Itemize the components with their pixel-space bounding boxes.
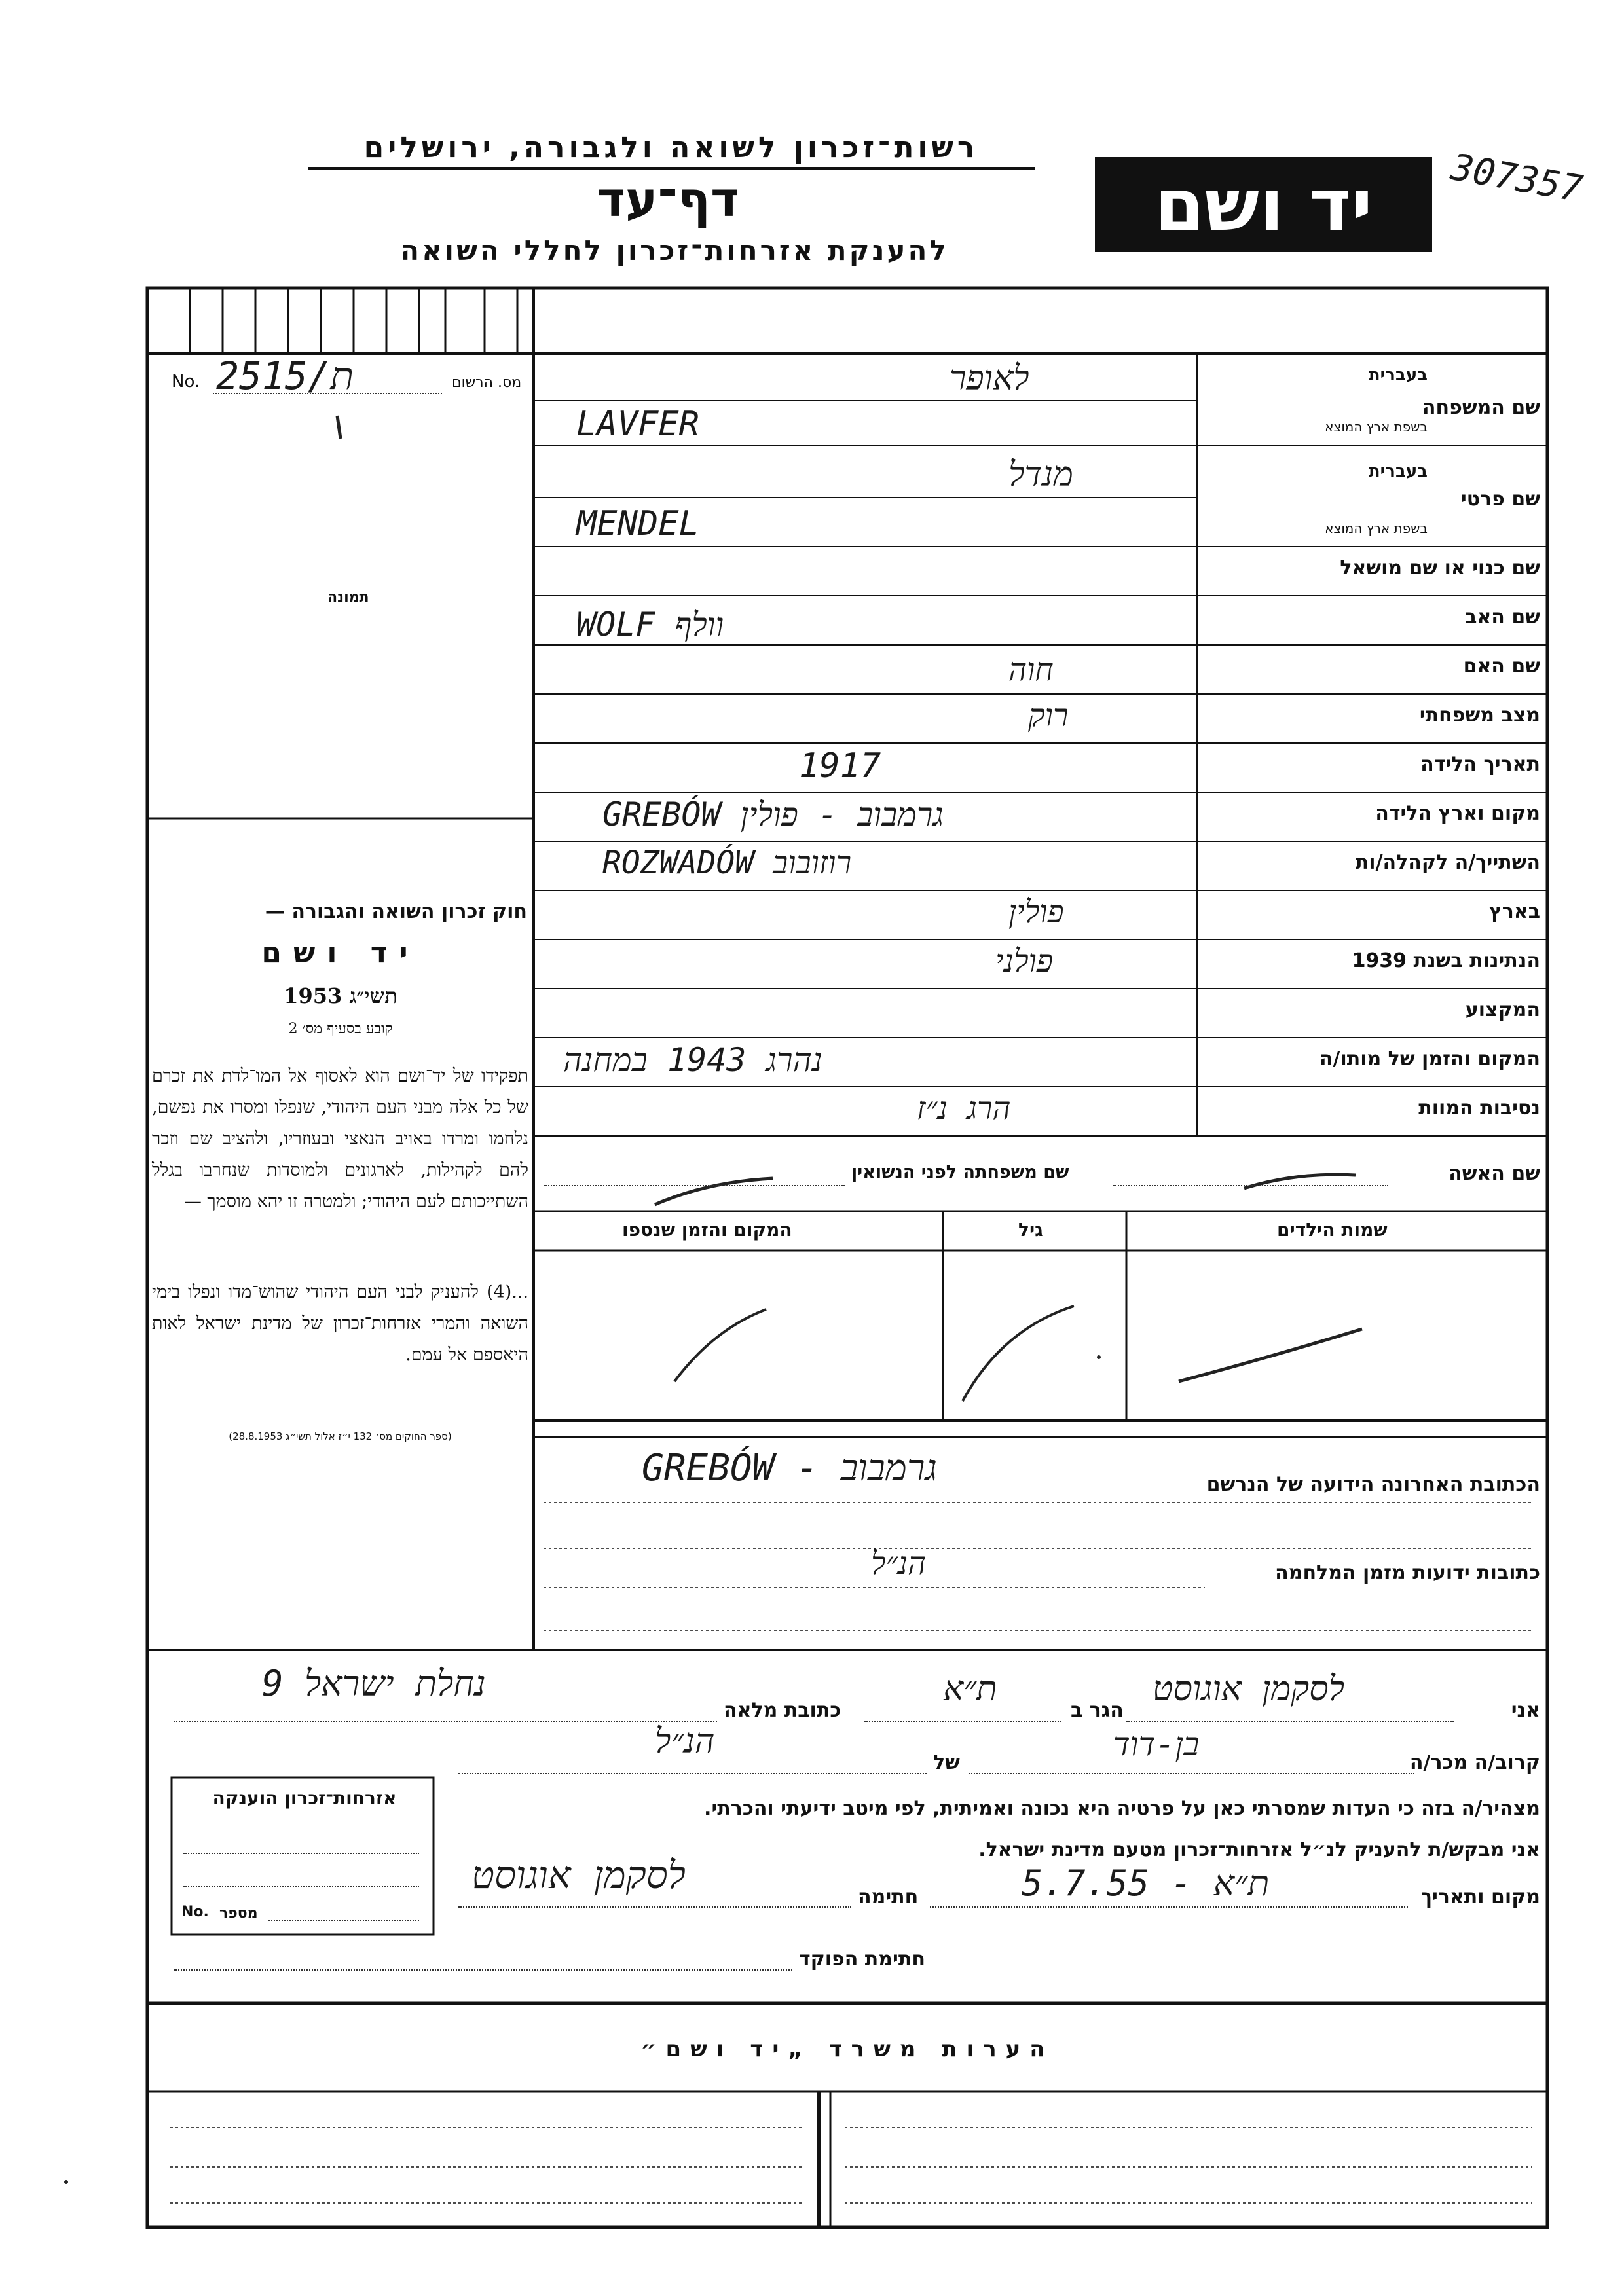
yad-vashem-logo: יד ושם	[1095, 157, 1432, 252]
declarant-city-line	[864, 1721, 1061, 1722]
family-name-hebrew-value: לאופר	[950, 359, 1029, 398]
registration-number-value: ת/2515	[216, 354, 354, 398]
field-label-citizenship-1939: הנתינות בשנת 1939	[1352, 949, 1540, 972]
field-label-profession: המקצוע	[1465, 998, 1540, 1021]
children-dot-mark	[1097, 1355, 1101, 1359]
relation-value: בן-דוד	[1113, 1725, 1200, 1763]
wife-maiden-name-label: שם משפחתה לפני הנשואין	[851, 1162, 1069, 1182]
first-name-local-value: MENDEL	[576, 504, 699, 543]
field-label-father-name: שם האב	[1465, 606, 1540, 629]
birth-place-value: GREBÓW גרמבוב - פולין	[602, 795, 944, 833]
father-name-value: WOLF וולף	[576, 606, 724, 644]
mother-name-value: חוה	[1008, 651, 1054, 688]
declarant-name-value: לסקמן אוגוסט	[1153, 1669, 1345, 1709]
registration-number-label: מס. הרשום	[452, 374, 522, 391]
relation-label: קרוב/ה מכר/ה	[1409, 1751, 1540, 1774]
signature-line	[458, 1906, 851, 1908]
field-label-birth-place: מקום וארץ הלידה	[1375, 802, 1540, 825]
family-name-local-value: LAVFER	[576, 405, 699, 444]
margin-dot	[64, 2180, 68, 2184]
declarant-resides-label: הגר ב	[1071, 1699, 1124, 1722]
last-address-value: GREBÓW - גרמבוב	[642, 1447, 937, 1489]
granted-box-line-1	[183, 1853, 419, 1854]
photo-label: תמונה	[327, 589, 369, 606]
field-sub-local-family: בשפת ארץ המוצא	[1325, 419, 1428, 435]
officer-signature-label: חתימת הפוקד	[799, 1948, 925, 1971]
handwritten-file-number: 307357	[1447, 145, 1586, 211]
wartime-address-label: כתובות ידועות מזמן המלחמה	[1275, 1561, 1540, 1584]
field-label-death-circumstances: נסיבות המוות	[1418, 1097, 1540, 1120]
field-label-death-place-time: המקום והזמן של מותו/ה	[1319, 1048, 1540, 1070]
granted-box-title: אזרחות־זכרון הוענקה	[212, 1787, 397, 1809]
wife-name-label: שם האשה	[1449, 1162, 1540, 1185]
law-name: יד ושם	[261, 936, 420, 970]
place-date-value: ת״א - 5.7.55	[1022, 1863, 1270, 1904]
registration-no-prefix: No.	[172, 372, 200, 392]
signature-label: חתימה	[858, 1886, 919, 1908]
granted-number-label: מספר	[219, 1905, 258, 1922]
law-text-paragraph-1: תפקידו של יד־ושם הוא לאסוף אל המו־לדת את זכרם של כל אלה מבני העם היהודי, שנפלו ומסרו את נפשם, נלחמו ומרדו באויב הנאצי ובעוזריו, ולהציב שם וזכר להם לקהילות, לארגונים ולמוסדות שנחרבו בגלל השתייכותם לעם היהודי; ולמטרה זו יהא מוסמך —	[152, 1066, 528, 1212]
of-value: הנ״ל	[655, 1722, 715, 1761]
form-title: דף־עד	[597, 172, 739, 228]
wife-maiden-line	[544, 1185, 845, 1186]
place-date-line	[930, 1906, 1408, 1908]
declarant-name-line	[1126, 1721, 1454, 1722]
law-text-paragraph-2: ...(4) להעניק לבני העם היהודי שהוש־מדו ונפלו בימי השואה והמרי אזרחות־זכרון של מדינת ישראל לאות היאספם אל עמם.	[152, 1282, 528, 1365]
declarant-address-label: כתובת מלאה	[724, 1699, 841, 1722]
authority-title: רשות־זכרון לשואה ולגבורה, ירושלים	[308, 131, 1035, 170]
field-label-marital-status: מצב משפחתי	[1419, 704, 1540, 727]
field-label-community: השתייך/ה לקהלה/ות	[1355, 851, 1540, 874]
remarks-title: הערות משרד „יד ושם״	[640, 2036, 1054, 2062]
field-label-family-name: שם המשפחה	[1422, 396, 1540, 419]
field-label-country: בארץ	[1488, 900, 1540, 923]
law-year: תשי״ג 1953	[284, 983, 397, 1008]
place-date-label: מקום ותאריך	[1420, 1886, 1540, 1908]
community-value: ROZWADÓW רוזובוב	[602, 845, 852, 881]
children-place-header: המקום והזמן שנספו	[622, 1219, 792, 1241]
declarant-address-line	[174, 1721, 717, 1722]
declarant-city-value: ת״א	[943, 1669, 997, 1709]
of-line	[458, 1773, 927, 1774]
field-sub-hebrew-family: בעברית	[1368, 365, 1428, 385]
field-label-birth-date: תאריך הלידה	[1420, 753, 1540, 776]
declaration-request: אני מבקש/ת להעניק לנ״ל אזרחות־זכרון מטעם מדינת ישראל.	[978, 1838, 1540, 1861]
granted-box-line-2	[183, 1886, 419, 1887]
form-subtitle: להענקת אזרחות־זכרון לחללי השואה	[400, 234, 949, 266]
granted-number-prefix: No.	[181, 1904, 209, 1920]
death-place-time-value: נהרג 1943 במחנה	[563, 1041, 823, 1079]
declarant-i-label: אני	[1511, 1699, 1540, 1722]
field-label-nickname: שם כנוי או שם מושאל	[1340, 556, 1540, 579]
law-reference: קובע בסעיף מס׳ 2	[288, 1021, 393, 1037]
last-address-label: הכתובת האחרונה הידועה של הנרשם	[1206, 1473, 1540, 1496]
first-name-hebrew-value: מנדל	[1008, 455, 1073, 494]
field-label-mother-name: שם האם	[1463, 655, 1540, 678]
signature-value: לסקמן אוגוסט	[471, 1853, 686, 1897]
children-age-header: גיל	[1018, 1219, 1043, 1241]
law-citation: (ספר החוקים מס׳ 132 י״ז אלול תשי״ג 28.8.1953)	[229, 1430, 452, 1442]
officer-signature-line	[174, 1969, 792, 1971]
law-title: חוק זכרון השואה והגבורה —	[265, 900, 527, 923]
children-names-header: שמות הילדים	[1277, 1219, 1388, 1241]
field-label-first-name: שם פרטי	[1460, 488, 1540, 511]
field-sub-hebrew-first: בעברית	[1368, 462, 1428, 481]
citizenship-1939-value: פולני	[995, 943, 1054, 979]
declarant-address-value: נחלת ישראל 9	[262, 1663, 486, 1704]
relation-line	[969, 1773, 1414, 1774]
marital-status-value: רוק	[1028, 697, 1069, 734]
country-value: פולין	[1008, 894, 1064, 930]
wartime-address-value: הנ״ל	[871, 1545, 927, 1582]
of-label: של	[933, 1751, 960, 1774]
wife-name-line	[1113, 1185, 1388, 1186]
granted-number-line	[268, 1920, 419, 1921]
birth-date-value: 1917	[799, 746, 881, 786]
declaration-truth: מצהיר/ה בזה כי העדות שמסרתי כאן על פרטיה היא נכונה ואמיתית, לפי מיטב ידיעתי והכרתי.	[704, 1797, 1540, 1820]
death-circumstances-value: הרג נ״ז	[917, 1090, 1011, 1127]
field-sub-local-first: בשפת ארץ המוצא	[1325, 520, 1428, 536]
